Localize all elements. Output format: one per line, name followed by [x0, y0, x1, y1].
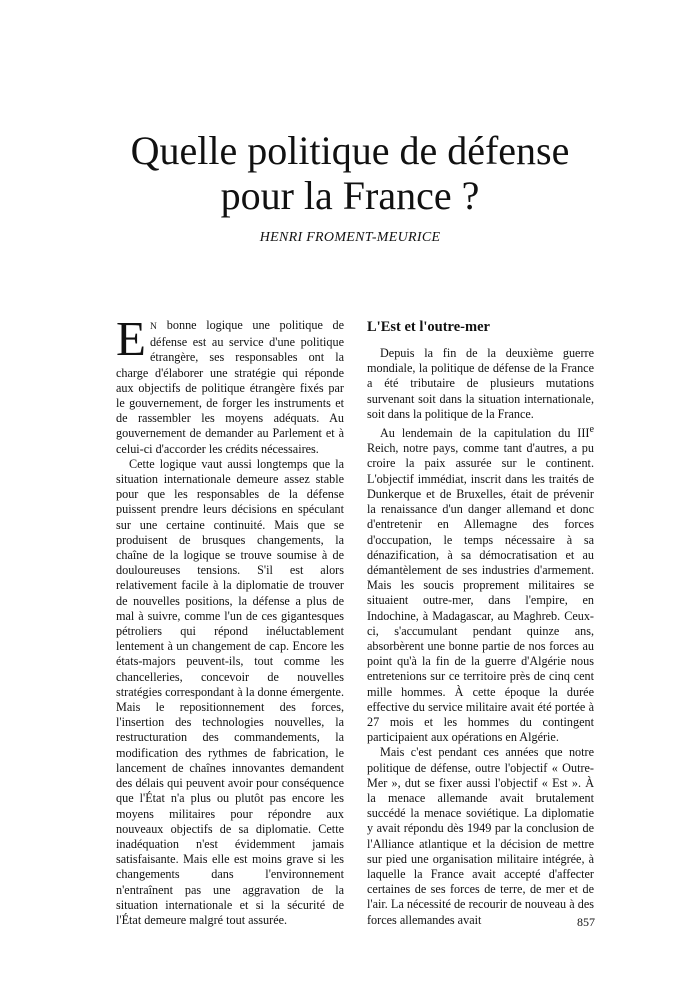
- left-paragraph-1: [116, 311, 344, 457]
- right-paragraph-3: Mais c'est pendant ces années que notre politique de défense, outre l'objectif « Outre-Mer », dut se fixer aussi l'objectif « Est ». À la menace allemande avait brutalement succédé la menace soviétique. La diplomatie y avait répondu dès 1949 par la conclusion de l'Alliance atlantique et la décision de mettre sur pied une organisation militaire intégrée, à laquelle la France avait accepté d'affecter certaines de ses forces de terre, de mer et de l'air. La nécessité de recourir de nouveau à des forces allemandes avait: [367, 745, 594, 927]
- right-paragraph-2: [367, 422, 594, 745]
- right-paragraph-2-start: Au lendemain de la capitulation du III: [380, 426, 590, 441]
- drop-cap: E: [116, 311, 146, 366]
- left-paragraph-2: Cette logique vaut aussi longtemps que la situation internationale demeure assez stable pour que les responsables de la défense puissent prendre leurs décisions en spéculant sur une certaine continuité. Mais que se produisent de brusques changements, la chaîne de la logique se trouve soumise à de douloureuses tensions. S'il est alors relativement facile à la diplomatie de trouver de nouvelles positions, la défense a plus de mal à suivre, comme l'un de ces gigantesques pétroliers qui répond inéluctablement lentement à un changement de cap. Encore les états-majors peuvent-ils, tout comme les chancelleries, concevoir de nouvelles stratégies correspondant à la donne émergente. Mais le repositionnement des forces, l'insertion des technologies nouvelles, la restructuration des commandements, la modification des rythmes de fabrication, le lancement de chaînes innovantes demandent des délais qui peuvent avoir pour conséquence que l'État n'a plus ou plutôt pas encore les moyens militaires pour répondre aux nouveaux objectifs de sa diplomatie. Cette inadéquation n'est évidemment jamais satisfaisante. Mais elle est moins grave si les changements dans l'environnement n'entraînent pas une aggravation de la situation internationale et si la sécurité de l'État demeure malgré tout assurée.: [116, 456, 344, 927]
- left-paragraph-1-text: bonne logique une politique de défense est au service d'une politique étrangère, ses responsables ont la charge d'élaborer une stratégie qui réponde aux objectifs de politique étrangère fixés par le gouvernement, de forger les instruments et de rassembler les moyens adéquats. Au gouvernement de demander au Parlement et à celui-ci d'accorder les crédits nécessaires.: [116, 318, 344, 456]
- title-line-1: Quelle politique de défense: [130, 128, 570, 173]
- superscript-e: e: [589, 424, 594, 436]
- page-number: 857: [577, 915, 595, 929]
- title-line-2: pour la France ?: [220, 173, 480, 218]
- section-heading: L'Est et l'outre-mer: [367, 319, 490, 335]
- author-name: HENRI FROMENT-MEURICE: [259, 230, 441, 245]
- lead-small-caps: N: [149, 322, 158, 332]
- right-paragraph-2-text: Reich, notre pays, comme tant d'autres, a pu croire la paix assurée sur le continent. L'objectif immédiat, inscrit dans les traités de Dunkerque et de Bruxelles, était de prévenir la renaissance d'un danger allemand et donc d'entretenir en Allemagne des forces d'occupation, le temps nécessaire à sa dénazification, à sa démocratisation et au démantèlement de ses industries d'armement. Mais les soucis proprement militaires se situaient outre-mer, dans l'empire, en Indochine, à Madagascar, au Maghreb. Ceux-ci, s'accumulant pendant quinze ans, absorbèrent une bonne partie de nos forces au point qu'à la fin de la guerre d'Algérie nous entretenions sur ce territoire près de cinq cent mille hommes. À cette époque la durée effective du service militaire avait été portée à 27 mois et les hommes du contingent participaient aux opérations en Algérie.: [367, 441, 594, 745]
- right-column: [367, 318, 594, 928]
- right-paragraph-1: Depuis la fin de la deuxième guerre mondiale, la politique de défense de la France a été tributaire de plusieurs mutations survenant soit dans la situation internationale, soit dans la politique de la France.: [367, 346, 594, 421]
- left-column: [116, 311, 344, 928]
- article-title: [60, 128, 640, 218]
